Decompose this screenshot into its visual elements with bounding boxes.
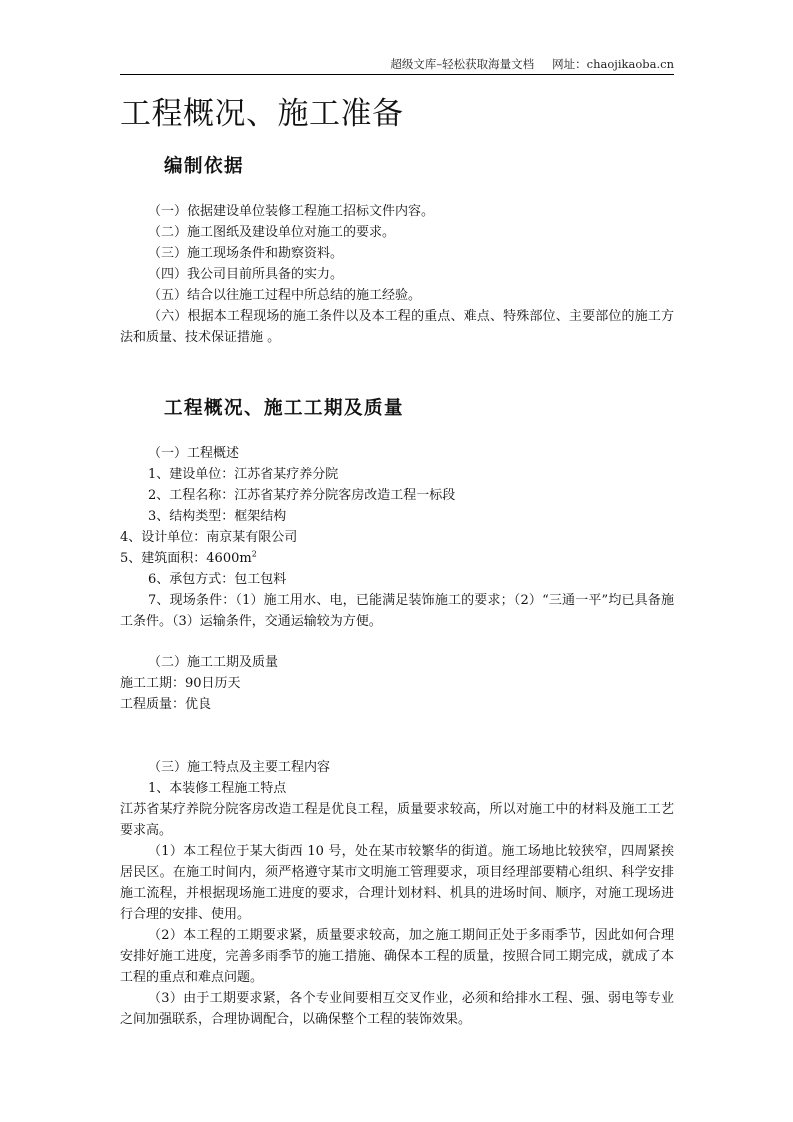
- basis-item: （二）施工图纸及建设单位对施工的要求。: [148, 225, 396, 240]
- overview-item: 3、结构类型：框架结构: [148, 509, 287, 524]
- schedule-block: [120, 652, 674, 715]
- overview-item: 2、工程名称：江苏省某疗养分院客房改造工程一标段: [148, 488, 456, 503]
- site-url: 网址：chaojikaoba.cn: [552, 57, 674, 71]
- area-superscript: 2: [251, 549, 257, 559]
- overview-item: 4、设计单位：南京某有限公司: [120, 530, 298, 545]
- overview-item: 6、承包方式：包工包料: [148, 572, 287, 587]
- section-heading-basis: 编制依据: [164, 156, 245, 177]
- basis-item: （六）根据本工程现场的施工条件以及本工程的重点、难点、特殊部位、主要部位的施工方法和质量、技术保证措施 。: [120, 309, 674, 345]
- site-label: 超级文库–轻松获取海量文档: [390, 57, 535, 71]
- overview-item-area: [120, 548, 674, 569]
- section-heading-overview: 工程概况、施工工期及质量: [164, 398, 405, 419]
- page-header: [120, 56, 674, 75]
- overview-block: [120, 443, 674, 632]
- features-subheading: （三）施工特点及主要工程内容: [148, 760, 331, 775]
- basis-item: （三）施工现场条件和勘察资料。: [148, 246, 344, 261]
- features-paragraph: （3）由于工期要求紧，各个专业间要相互交叉作业，必须和给排水工程、强、弱电等专业之间加强联系，合理协调配合，以确保整个工程的装饰效果。: [120, 991, 674, 1027]
- features-point-heading: 1、本装修工程施工特点: [148, 781, 287, 796]
- schedule-quality: 工程质量：优良: [120, 697, 212, 712]
- basis-item: （一）依据建设单位装修工程施工招标文件内容。: [148, 204, 435, 219]
- features-paragraph: （1）本工程位于某大街西 10 号，处在某市较繁华的街道。施工场地比较狭窄，四周紧挨居民区。在施工时间内，须严格遵守某市文明施工管理要求，项目经理部要精心组织、科学安排施工流程，并根据现场施工进度的要求，合理计划材料、机具的进场时间、顺序，对施工现场进行合理的安排、使用。: [120, 844, 674, 922]
- basis-item: （五）结合以往施工过程中所总结的施工经验。: [148, 288, 422, 303]
- schedule-subheading: （二）施工工期及质量: [148, 655, 279, 670]
- overview-item: 7、现场条件：（1）施工用水、电，已能满足装饰施工的要求；（2）“三通一平”均已具备施工条件。（3）运输条件，交通运输较为方便。: [120, 593, 674, 629]
- overview-item: 1、建设单位：江苏省某疗养分院: [148, 467, 339, 482]
- document-title: 工程概况、施工准备: [120, 96, 404, 132]
- basis-item: （四）我公司目前所具备的实力。: [148, 267, 344, 282]
- basis-list: [120, 201, 674, 348]
- features-block: [120, 757, 674, 1030]
- schedule-duration: 施工工期：90日历天: [120, 676, 241, 691]
- overview-subheading: （一）工程概述: [148, 446, 240, 461]
- features-paragraph: （2）本工程的工期要求紧，质量要求较高，加之施工期间正处于多雨季节，因此如何合理安排好施工进度，完善多雨季节的施工措施、确保本工程的质量，按照合同工期完成，就成了本工程的重点和难点问题。: [120, 928, 674, 985]
- area-text: 5、建筑面积：4600m: [120, 551, 252, 566]
- features-intro: 江苏省某疗养院分院客房改造工程是优良工程，质量要求较高，所以对施工中的材料及施工工艺要求高。: [120, 802, 674, 838]
